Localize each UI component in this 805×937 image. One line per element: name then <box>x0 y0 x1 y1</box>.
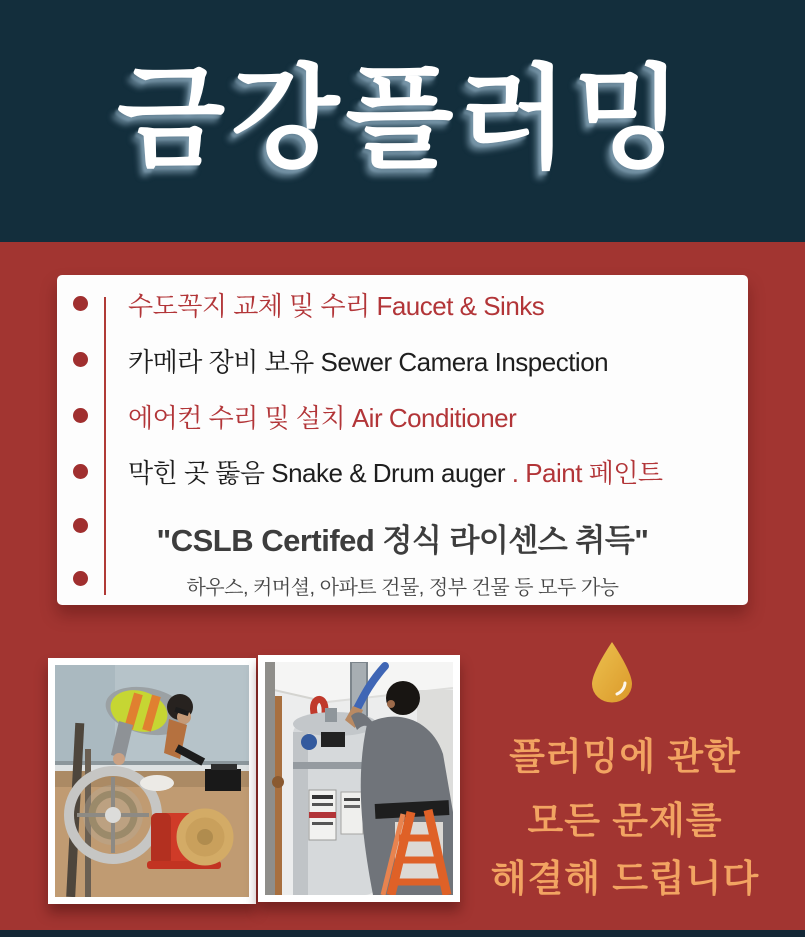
bullet-dot <box>73 296 88 311</box>
service-item-paint-text: . Paint 페인트 <box>505 458 663 488</box>
company-title: 금강플러밍 <box>117 56 688 181</box>
tagline-line-3: 해결해 드립니다 <box>490 858 760 899</box>
drain-work-illustration <box>55 665 249 897</box>
service-item-snake <box>128 458 663 488</box>
water-drop-icon <box>590 641 634 708</box>
service-item-aircon: 에어컨 수리 및 설치 Air Conditioner <box>128 403 517 433</box>
services-card <box>57 275 748 605</box>
license-subline: 하우스, 커머셜, 아파트 건물, 정부 건물 등 모두 가능 <box>186 577 619 599</box>
tagline-line-1: 플러밍에 관한 <box>509 736 741 777</box>
drain-snake-machine-worker-photo <box>48 658 256 904</box>
service-item-snake-text: 막힌 곳 뚫음 Snake & Drum auger <box>128 458 506 488</box>
license-headline: "CSLB Certifed 정식 라이센스 취득" <box>156 523 649 558</box>
footer-strip <box>0 930 805 937</box>
water-heater-installation-photo <box>258 655 460 902</box>
header-banner <box>0 0 805 242</box>
water-heater-illustration <box>265 662 453 895</box>
service-item-faucet: 수도꼭지 교체 및 수리 Faucet & Sinks <box>128 291 545 321</box>
service-item-camera: 카메라 장비 보유 Sewer Camera Inspection <box>128 347 609 377</box>
bullet-dot <box>73 352 88 367</box>
bullet-dot <box>73 408 88 423</box>
tagline-line-2: 모든 문제를 <box>527 800 723 841</box>
bullet-dot <box>73 464 88 479</box>
